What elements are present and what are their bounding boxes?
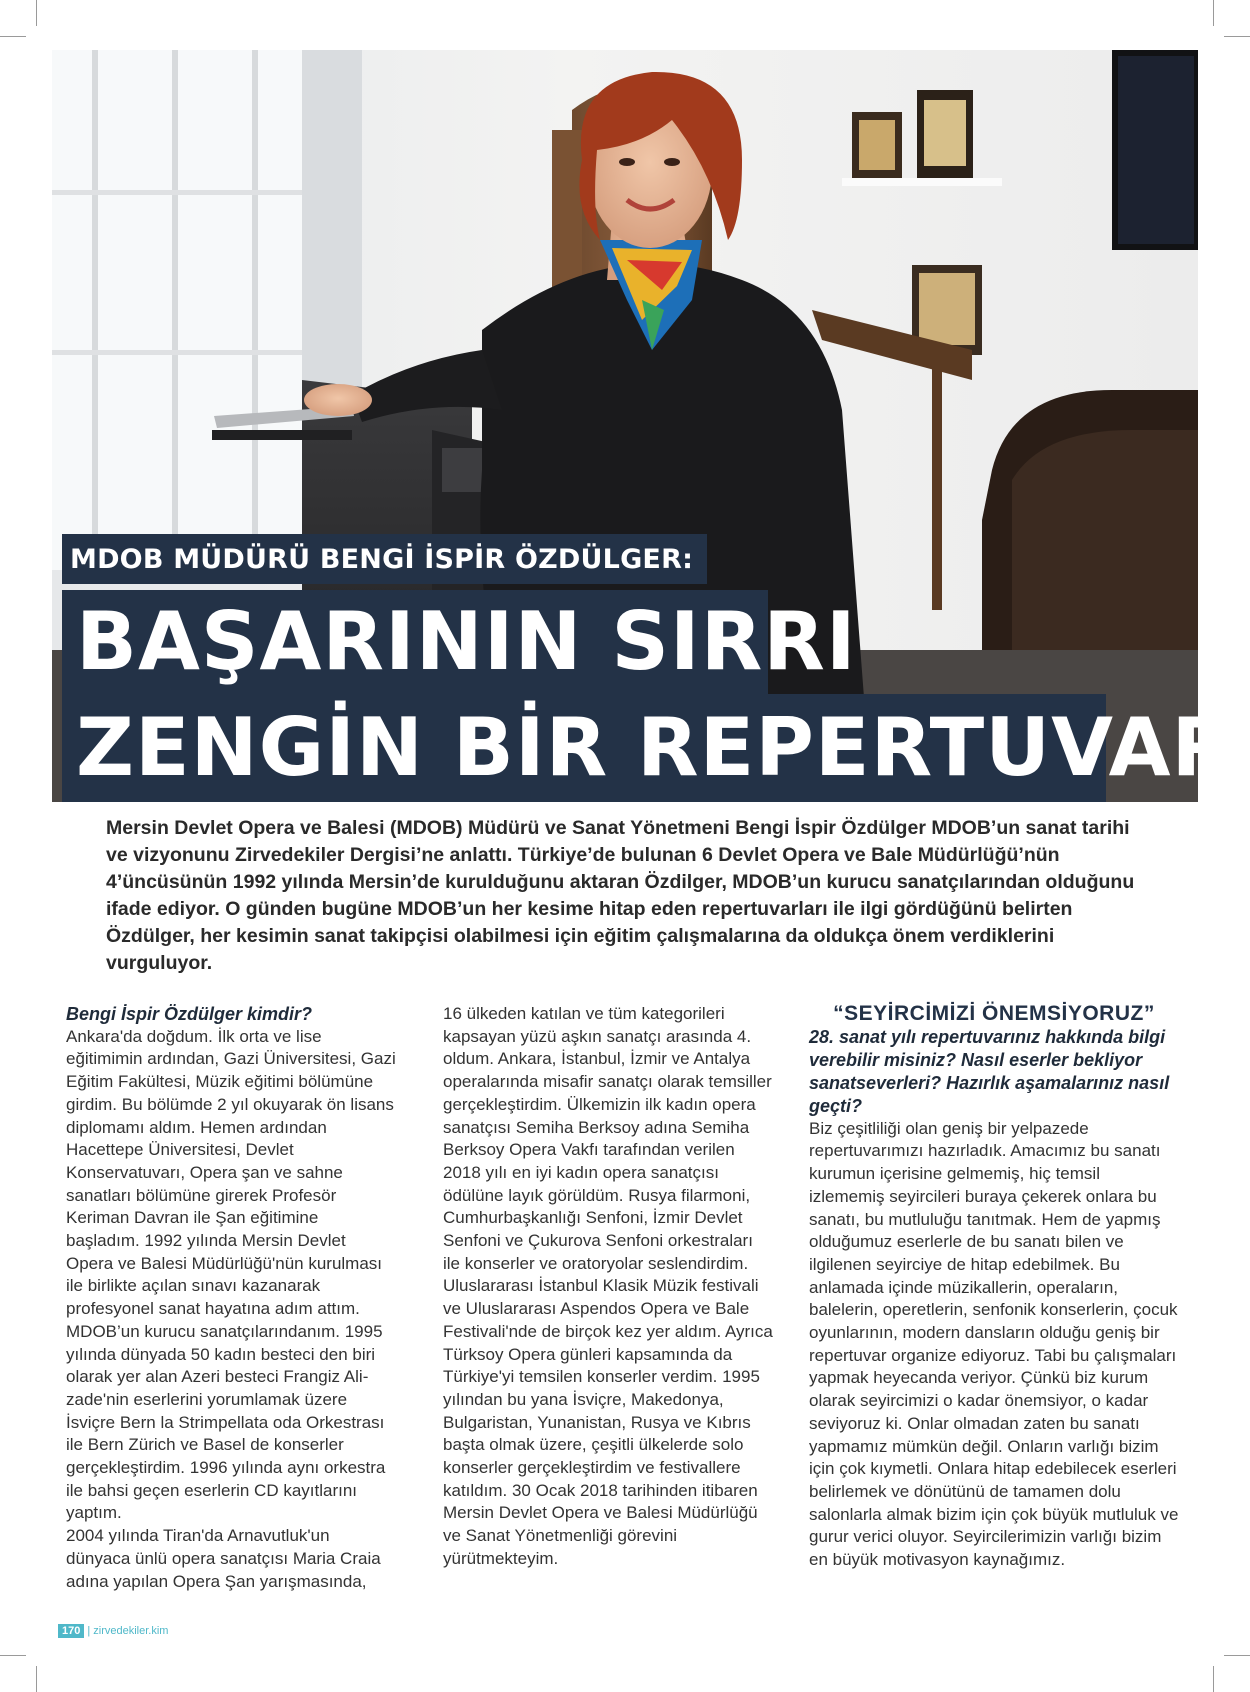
answer-text: Biz çeşitliliği olan geniş bir yelpazede repertuvarımızı hazırladık. Amacımız bu sanatı kurumun içerisine gelmemiş, hiç temsil izlememiş seyircileri buraya çekerek onlara bu sanatı, bu mutluluğu tanıtmak. Hem de yapmış olduğumuz eserlerle de bu sanatı bilen ve ilgilenen seyirciye de hitap edebilmek. Bu anlamada içinde müzikallerin, operaların, balelerin, operetlerin, senfonik konserlerin, çocuk oyunlarının, modern dansların olduğu geniş bir repertuvar organize ediyoruz. Tabi bu çalışmaları yapmak heyecanda veriyor. Çünkü biz kurum olarak seyircimizi o kadar önemsiyor, o kadar seviyoruz ki. Onlar olmadan zaten bu sanatı yapmamız mümkün değil. Onların varlığı bizim için çok kıymetli. Onlara hitap edebilecek eserleri belirlemek ve dönütünü de tamamen dolu salonlarla almak bizim için çok büyük mutluluk ve gurur verici oluyor. Seyircilerimizin varlığı bizim en büyük motivasyon kaynağımız.: [809, 1118, 1179, 1570]
footer-site: | zirvedekiler.kim: [87, 1625, 169, 1637]
kicker-text: MDOB MÜDÜRÜ BENGİ İSPİR ÖZDÜLGER:: [70, 543, 694, 575]
headline-line1: BAŞARININ SIRRI: [76, 595, 857, 688]
headline-line2-banner: [62, 694, 1235, 802]
crop-mark: [36, 0, 37, 26]
kicker-banner: [62, 534, 707, 584]
interview-question: 28. sanat yılı repertuvarınız hakkında bilgi verebilir misiniz? Nasıl eserler bekliyor sanatseverleri? Hazırlık aşamalarınız nasıl geçti?: [809, 1026, 1170, 1116]
crop-mark: [0, 1655, 26, 1656]
answer-text: Ankara'da doğdum. İlk orta ve lise eğitimimin ardından, Gazi Üniversitesi, Gazi Eğitim Fakültesi, Müzik eğitimi bölümüne girdim. Bu bölümde 2 yıl okuyarak ön lisans diplomamı aldım. Hemen ardından Hacettepe Üniversitesi, Devlet Konservatuvarı, Opera şan ve sahne sanatları bölümüne girerek Profesör Keriman Davran ile Şan eğitimine başladım. 1992 yılında Mersin Devlet Opera ve Balesi Müdürlüğü'nün kurulması ile birlikte açılan sınavı kazanarak profesyonel sanat hayatına adım attım. MDOB’un kurucu sanatçılarındanım. 1995 yılında dünyada 50 kadın besteci den biri olarak yer alan Azeri besteci Frangiz Ali-zade'nin eserlerini yorumlamak üzere İsviçre Bern la Strimpellata oda Orkestrası ile Bern Zürich ve Basel de konserler gerçekleştirdim. 1996 yılında aynı orkestra ile bahsi geçen eserlerin CD kayıtlarını yaptım.: [66, 1026, 396, 1523]
lead-paragraph: Mersin Devlet Opera ve Balesi (MDOB) Müdürü ve Sanat Yönetmeni Bengi İspir Özdülger MDOB’un sanat tarihi ve vizyonunu Zirvedekiler Dergisi’ne anlattı. Türkiye’de bulunan 6 Devlet Opera ve Bale Müdürlüğü’nün 4’üncüsünün 1992 yılında Mersin’de kurulduğunu aktaran Özdilger, MDOB’un kurucu sanatçılarından olduğunu ifade ediyor. O günden bugüne MDOB’un her kesime hitap eden repertuvarları ile ilgi gördüğünü belirten Özdülger, her kesimin sanat takipçisi olabilmesi için eğitim çalışmalarına da oldukça önem verdiklerini vurguluyor.: [106, 817, 1135, 974]
column-3: [809, 1003, 1179, 1572]
section-title: “SEYİRCİMİZİ ÖNEMSİYORUZ”: [833, 1002, 1155, 1025]
page-number: 170: [58, 1624, 84, 1638]
headline-line1-banner: [62, 590, 857, 694]
answer-text: 2004 yılında Tiran'da Arnavutluk'un dünyaca ünlü opera sanatçısı Maria Craia adına yapılan Opera Şan yarışmasında,: [66, 1526, 381, 1591]
headline-line2: ZENGİN BİR REPERTUVAR: [76, 701, 1235, 794]
site-name: zirvedekiler.kim: [93, 1625, 169, 1637]
crop-mark: [1224, 1655, 1250, 1656]
answer-text: 16 ülkeden katılan ve tüm kategorileri kapsayan yüzü aşkın sanatçı arasında 4. oldum. Ankara, İstanbul, İzmir ve Antalya operalarında misafir sanatçı olarak temsiller gerçekleştirdim. Ülkemizin ilk kadın opera sanatçısı Semiha Berksoy adına Semiha Berksoy Opera Vakfı tarafından verilen 2018 yılı en iyi kadın opera sanatçısı ödülüne layık görüldüm. Rusya filarmoni, Cumhurbaşkanlığı Senfoni, İzmir Devlet Senfoni ve Çukurova Senfoni orkestraları ile konserler ve oratoryolar seslendirdim. Uluslararası İstanbul Klasik Müzik festivali ve Uluslararası Aspendos Opera ve Bale Festivali'nde de birçok kez yer aldım. Ayrıca Türksoy Opera günleri kapsamında da Türkiye'yi temsilen konserler verdim. 1995 yılından bu yana İsviçre, Makedonya, Bulgaristan, Yunanistan, Rusya ve Kıbrıs başta olmak üzere, çeşitli ülkelerde solo konserler gerçekleştirdim ve festivallere katıldım. 30 Ocak 2018 tarihinden itibaren Mersin Devlet Opera ve Balesi Müdürlüğü ve Sanat Yönetmenliği görevini yürütmekteyim.: [443, 1004, 773, 1568]
interview-question: Bengi İspir Özdülger kimdir?: [66, 1004, 313, 1024]
crop-mark: [36, 1666, 37, 1692]
page-footer: [58, 1622, 168, 1640]
column-2: [443, 1003, 773, 1571]
crop-mark: [0, 36, 26, 37]
crop-mark: [1224, 36, 1250, 37]
crop-mark: [1213, 1666, 1214, 1692]
column-1: [66, 1003, 396, 1593]
crop-mark: [1213, 0, 1214, 26]
